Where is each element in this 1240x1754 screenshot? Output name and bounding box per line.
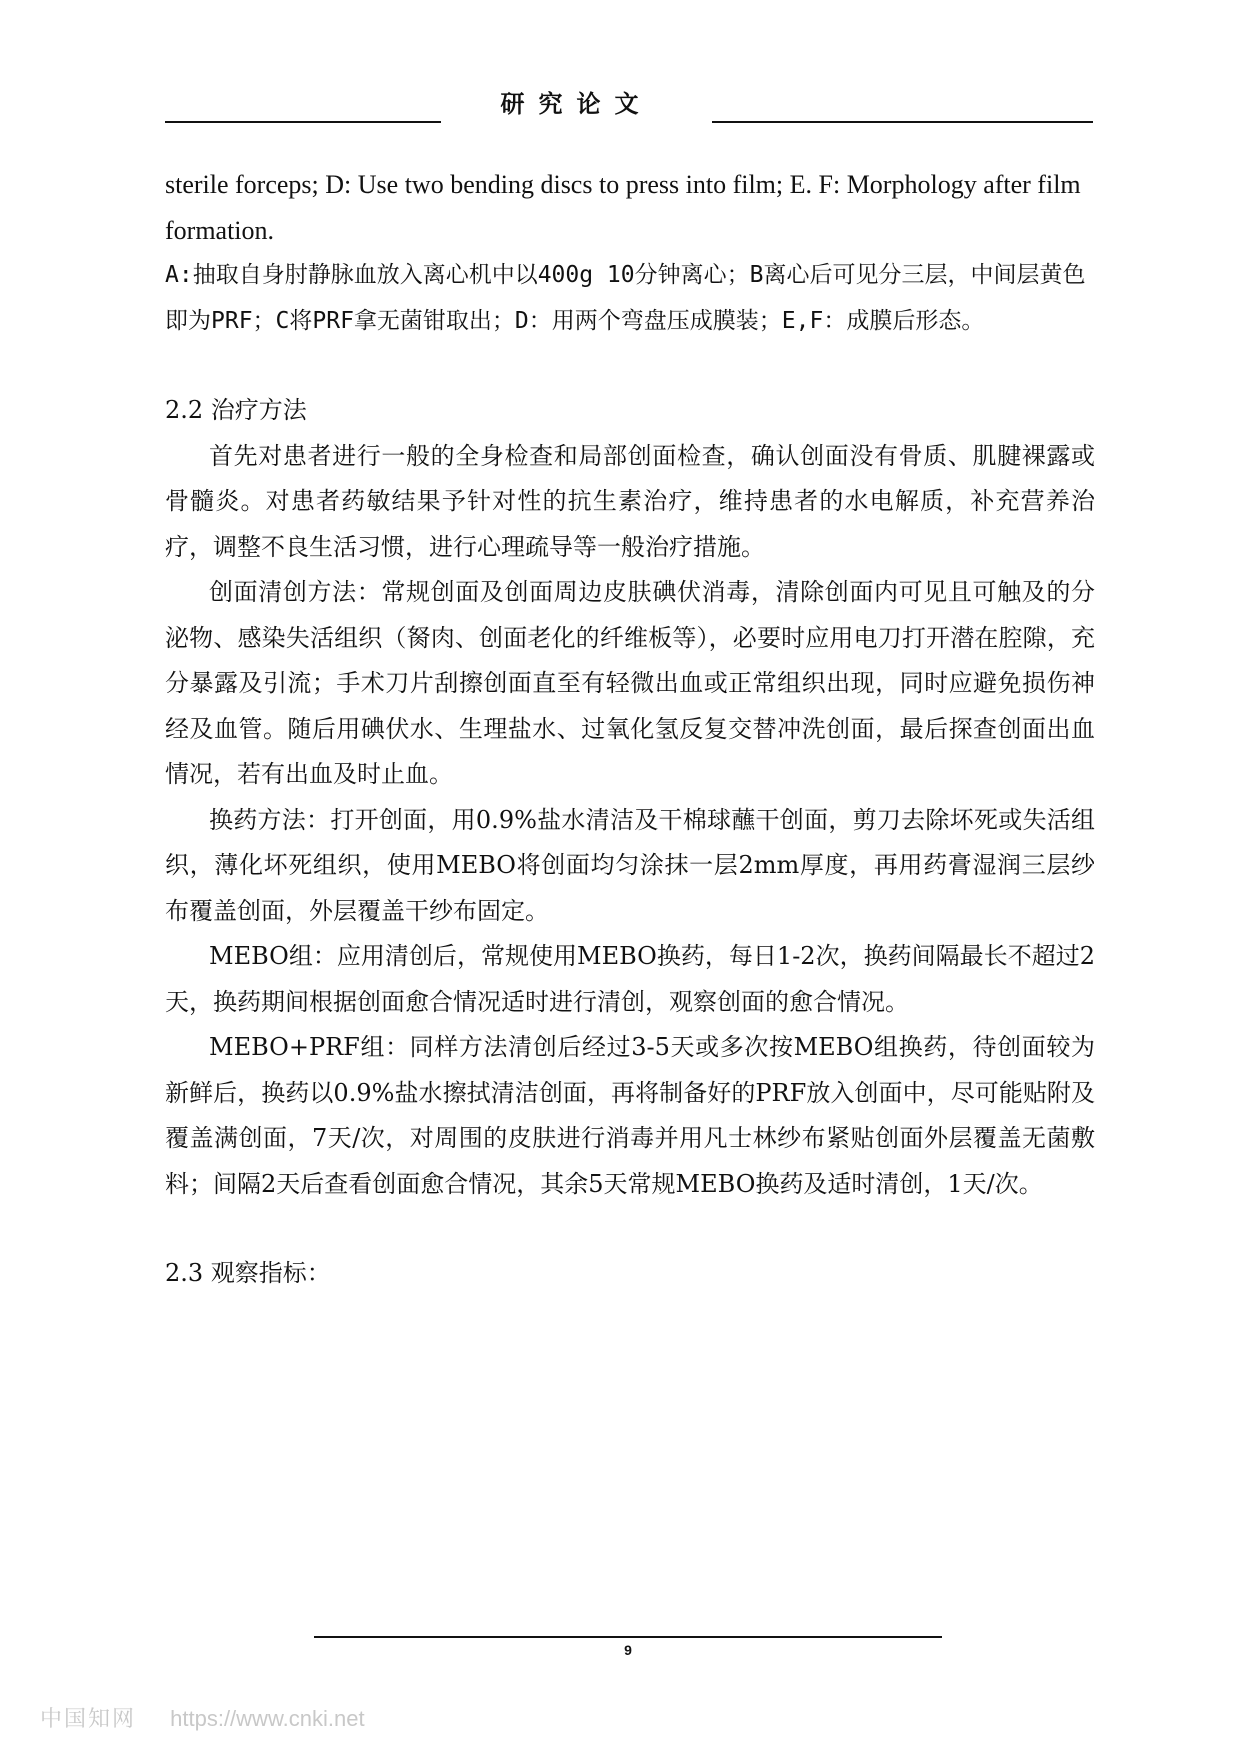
figure-caption-english: sterile forceps; D: Use two bending discs to press into film; E. F: Morphology after film formation. (165, 170, 1081, 245)
section-heading-2-3: 2.3 观察指标： (165, 1259, 331, 1287)
paragraph-debridement-method: 创面清创方法：常规创面及创面周边皮肤碘伏消毒，清除创面内可见且可触及的分泌物、感染失活组织（胬肉、创面老化的纤维板等），必要时应用电刀打开潜在腔隙，充分暴露及引流；手术刀片刮擦创面直至有轻微出血或正常组织出现，同时应避免损伤神经及血管。随后用碘伏水、生理盐水、过氧化氢反复交替冲洗创面，最后探查创面出血情况，若有出血及时止血。 (165, 578, 1095, 788)
header-rule-right (712, 121, 1093, 123)
footer-rule (314, 1636, 942, 1638)
running-header-title: 研究论文 (500, 90, 653, 118)
cnki-watermark (40, 1702, 365, 1733)
section-heading-2-2: 2.2 治疗方法 (165, 396, 307, 424)
watermark-brand: 中国知网 (40, 1706, 137, 1731)
watermark-url: https://www.cnki.net (170, 1706, 365, 1731)
page-number: 9 (624, 1642, 632, 1658)
header-rule-left (165, 121, 441, 123)
paragraph-mebo-group: MEBO组：应用清创后，常规使用MEBO换药，每日1-2次，换药间隔最长不超过2天，换药期间根据创面愈合情况适时进行清创，观察创面的愈合情况。 (165, 942, 1095, 1016)
paragraph-mebo-prf-group: MEBO+PRF组：同样方法清创后经过3-5天或多次按MEBO组换药，待创面较为新鲜后，换药以0.9%盐水擦拭清洁创面，再将制备好的PRF放入创面中，尽可能贴附及覆盖满创面，7天/次，对周围的皮肤进行消毒并用凡士林纱布紧贴创面外层覆盖无菌敷料；间隔2天后查看创面愈合情况，其余5天常规MEBO换药及适时清创，1天/次。 (165, 1033, 1095, 1198)
paragraph-dressing-method: 换药方法：打开创面，用0.9%盐水清洁及干棉球蘸干创面，剪刀去除坏死或失活组织，薄化坏死组织，使用MEBO将创面均匀涂抹一层2mm厚度，再用药膏湿润三层纱布覆盖创面，外层覆盖干纱布固定。 (165, 805, 1095, 925)
paragraph-general-treatment: 首先对患者进行一般的全身检查和局部创面检查，确认创面没有骨质、肌腱裸露或骨髓炎。对患者药敏结果予针对性的抗生素治疗，维持患者的水电解质，补充营养治疗，调整不良生活习惯，进行心理疏导等一般治疗措施。 (165, 441, 1095, 561)
page-body (165, 162, 1095, 1297)
figure-caption-chinese: A:抽取自身肘静脉血放入离心机中以400g 10分钟离心；B离心后可见分三层，中间层黄色即为PRF；C将PRF拿无菌钳取出；D：用两个弯盘压成膜装；E,F：成膜后形态。 (165, 262, 1086, 334)
